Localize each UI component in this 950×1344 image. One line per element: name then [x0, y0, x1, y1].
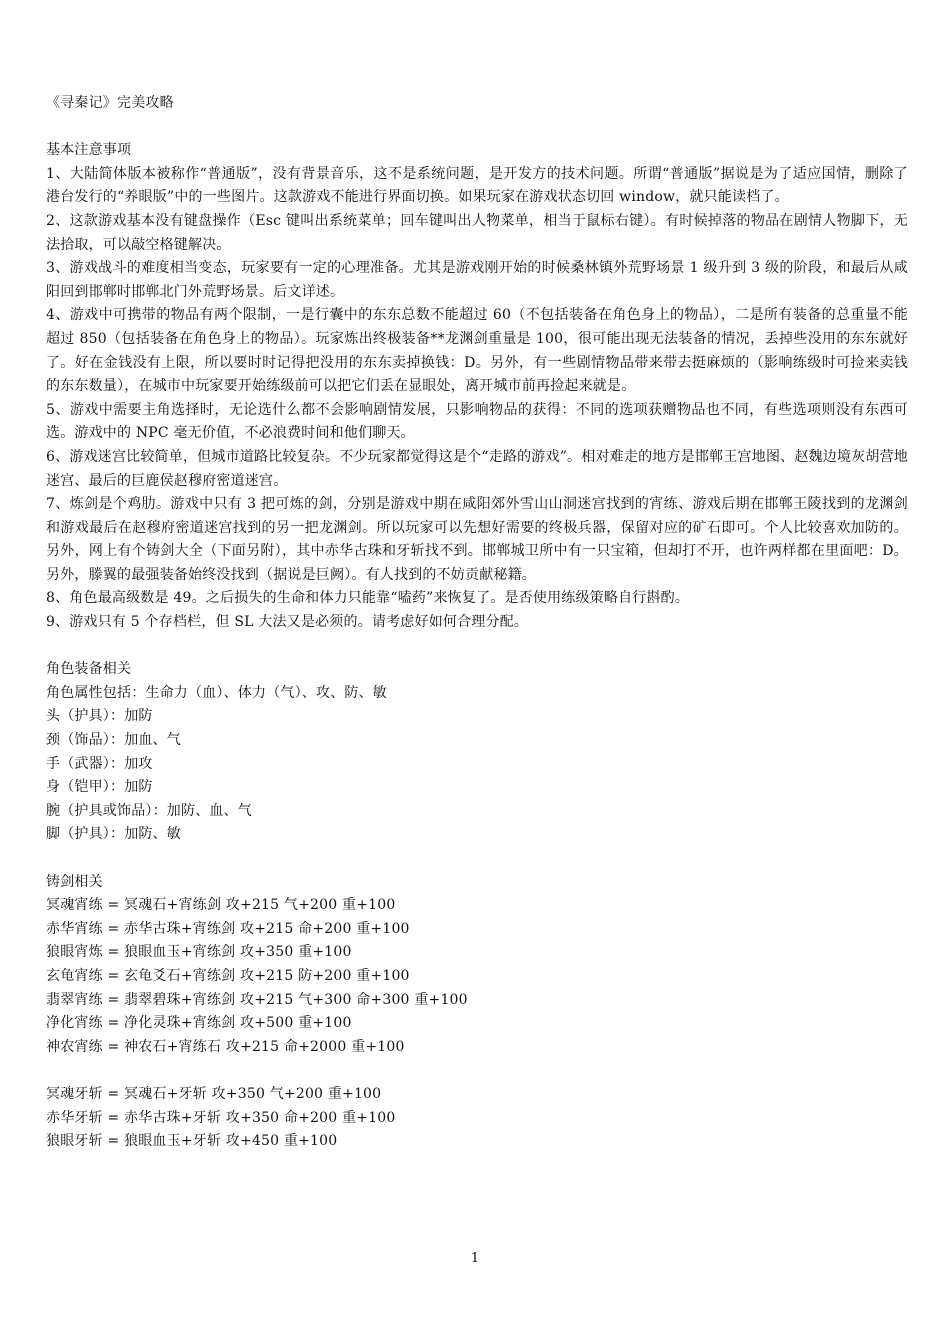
- basics-item-4: 4、游戏中可携带的物品有两个限制，一是行囊中的东东总数不能超过 60（不包括装备在角色身上的物品），二是所有装备的总重量不能超过 850（包括装备在角色身上的物品）。玩家炼出终极装备**龙渊剑重量是 100，很可能出现无法装备的情况，丢掉些没用的东东就好了。好在金钱没有上限，所以要时时记得把没用的东东卖掉换钱：D。另外，有一些剧情物品带来带去挺麻烦的（影响练级时可捡来卖钱的东东数量），在城市中玩家要开始练级前可以把它们丢在显眼处，离开城市前再捡起来就是。: [46, 307, 908, 395]
- equipment-line: 腕（护具或饰品）：加防、血、气: [46, 802, 252, 819]
- equipment-line: 角色属性包括：生命力（血）、体力（气）、攻、防、敏: [46, 684, 387, 701]
- forging-recipe: 玄龟宵练 = 玄龟爻石+宵练剑 攻+215 防+200 重+100: [46, 967, 410, 984]
- equipment-line: 脚（护具）：加防、敏: [46, 826, 181, 843]
- page-number: 1: [470, 1251, 480, 1266]
- basics-item-3: 3、游戏战斗的难度相当变态，玩家要有一定的心理准备。尤其是游戏刚开始的时候桑林镇外荒野场景 1 级升到 3 级的阶段，和最后从咸阳回到邯郸时邯郸北门外荒野场景。后文详述。: [46, 260, 908, 300]
- section-heading-equipment: 角色装备相关: [46, 661, 132, 678]
- spacer: [46, 1059, 908, 1083]
- equipment-line: 身（铠甲）：加防: [46, 779, 153, 796]
- forging-recipe: 神农宵练 = 神农石+宵练石 攻+215 命+2000 重+100: [46, 1038, 405, 1055]
- equipment-line: 手（武器）：加攻: [46, 755, 153, 772]
- equipment-line: 头（护具）：加防: [46, 708, 153, 725]
- forging-recipe: 冥魂牙斩 = 冥魂石+牙斩 攻+350 气+200 重+100: [46, 1085, 382, 1102]
- basics-item-7: 7、炼剑是个鸡肋。游戏中只有 3 把可炼的剑，分别是游戏中期在咸阳郊外雪山山洞迷宫找到的宵练、游戏后期在邯郸王陵找到的龙渊剑和游戏最后在赵穆府密道迷宫找到的另一把龙渊剑。所以玩家可以先想好需要的终极兵器，保留对应的矿石即可。个人比较喜欢加防的。另外，网上有个铸剑大全（下面另附），其中赤华古珠和牙斩找不到。邯郸城卫所中有一只宝箱，但却打不开，也许两样都在里面吧：D。另外，滕翼的最强装备始终没找到（据说是巨阙）。有人找到的不妨贡献秘籍。: [46, 496, 908, 583]
- section-heading-forging: 铸剑相关: [46, 873, 103, 890]
- document-body: [46, 92, 908, 1154]
- basics-item-9: 9、游戏只有 5 个存档栏，但 SL 大法又是必须的。请考虑好如何合理分配。: [46, 614, 529, 631]
- forging-recipe: 狼眼宵炼 = 狼眼血玉+宵练剑 攻+350 重+100: [46, 944, 352, 961]
- spacer: [46, 116, 908, 140]
- forging-recipe: 净化宵练 = 净化灵珠+宵练剑 攻+500 重+100: [46, 1015, 352, 1032]
- spacer: [46, 635, 908, 659]
- forging-recipe: 翡翠宵练 = 翡翠碧珠+宵练剑 攻+215 气+300 命+300 重+100: [46, 991, 468, 1008]
- basics-item-1: 1、大陆简体版本被称作“普通版”，没有背景音乐，这不是系统问题，是开发方的技术问题。所谓“普通版”据说是为了适应国情，删除了港台发行的“养眼版”中的一些图片。这款游戏不能进行界面切换。如果玩家在游戏状态切回 window，就只能读档了。: [46, 165, 908, 206]
- document-title: 《寻秦记》完美攻略: [46, 95, 174, 111]
- basics-item-8: 8、角色最高级数是 49。之后损失的生命和体力只能靠“嗑药”来恢复了。是否使用练级策略自行斟酌。: [46, 590, 690, 607]
- forging-recipe: 狼眼牙斩 = 狼眼血玉+牙斩 攻+450 重+100: [46, 1133, 338, 1150]
- basics-item-6: 6、游戏迷宫比较简单，但城市道路比较复杂。不少玩家都觉得这是个“走路的游戏”。相对难走的地方是邯郸王宫地图、赵魏边境灰胡营地迷宫、最后的巨鹿侯赵穆府密道迷宫。: [46, 448, 908, 489]
- section-heading-basics: 基本注意事项: [46, 142, 132, 159]
- basics-item-2: 2、这款游戏基本没有键盘操作（Esc 键叫出系统菜单；回车键叫出人物菜单，相当于鼠标右键）。有时候掉落的物品在剧情人物脚下，无法拾取，可以敲空格键解决。: [46, 212, 908, 253]
- equipment-line: 颈（饰品）：加血、气: [46, 732, 181, 749]
- basics-item-5: 5、游戏中需要主角选择时，无论选什么都不会影响剧情发展，只影响物品的获得：不同的选项获赠物品也不同，有些选项则没有东西可选。游戏中的 NPC 毫无价值，不必浪费时间和他们聊天。: [46, 401, 908, 442]
- forging-recipe: 冥魂宵练 = 冥魂石+宵练剑 攻+215 气+200 重+100: [46, 897, 396, 914]
- spacer: [46, 847, 908, 871]
- forging-recipe: 赤华牙斩 = 赤华古珠+牙斩 攻+350 命+200 重+100: [46, 1109, 396, 1126]
- forging-recipe: 赤华宵练 = 赤华古珠+宵练剑 攻+215 命+200 重+100: [46, 920, 410, 937]
